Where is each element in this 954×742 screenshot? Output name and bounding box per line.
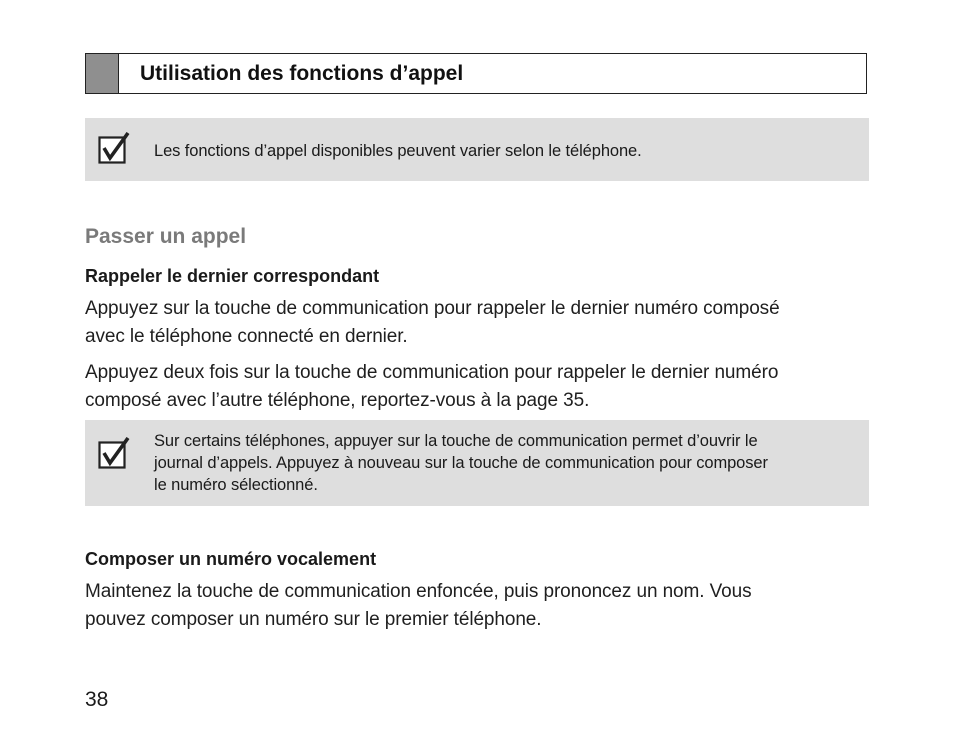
- redial-heading: Rappeler le dernier correspondant: [85, 266, 380, 286]
- subsection-title: Passer un appel: [85, 225, 247, 248]
- text-line: Maintenez la touche de communication enfoncée, puis prononcez un nom. Vous: [85, 581, 752, 602]
- note-text: Les fonctions d’appel disponibles peuvent varier selon le téléphone.: [154, 142, 642, 160]
- page-number: 38: [85, 688, 109, 711]
- text-line: avec le téléphone connecté en dernier.: [85, 326, 408, 347]
- note-box: [85, 420, 869, 506]
- text-line: le numéro sélectionné.: [154, 476, 318, 494]
- redial-paragraph-2: [85, 359, 875, 415]
- note-box: [85, 118, 869, 181]
- text-line: pouvez composer un numéro sur le premier téléphone.: [85, 609, 542, 630]
- voice-dial-paragraph: [85, 578, 875, 634]
- text-line: Appuyez deux fois sur la touche de communication pour rappeler le dernier numéro: [85, 362, 779, 383]
- text-line: Sur certains téléphones, appuyer sur la touche de communication permet d’ouvrir le: [154, 432, 758, 450]
- note-text: [154, 430, 855, 496]
- section-header: [85, 53, 867, 94]
- section-title: Utilisation des fonctions d’appel: [140, 61, 464, 85]
- voice-dial-heading: Composer un numéro vocalement: [85, 549, 377, 569]
- text-line: composé avec l’autre téléphone, reportez-vous à la page 35.: [85, 390, 590, 411]
- checkbox-check-icon: [98, 437, 130, 469]
- text-line: journal d’appels. Appuyez à nouveau sur la touche de communication pour composer: [154, 454, 768, 472]
- redial-paragraph-1: [85, 295, 875, 351]
- checkbox-check-icon: [98, 132, 130, 164]
- section-marker: [86, 54, 119, 93]
- text-line: Appuyez sur la touche de communication pour rappeler le dernier numéro composé: [85, 298, 780, 319]
